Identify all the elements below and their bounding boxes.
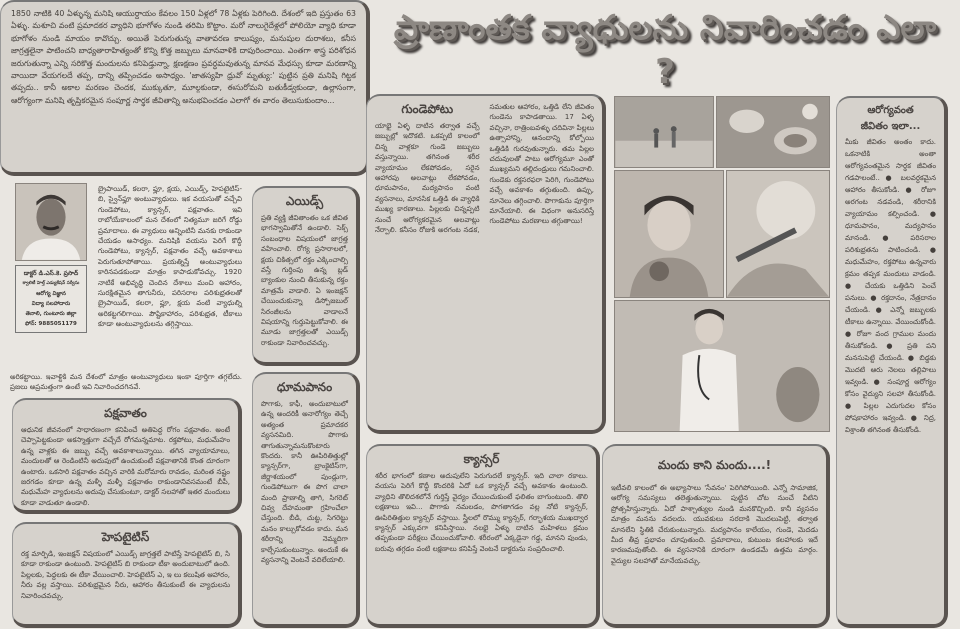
stroke-title: పక్షవాతం [104,406,147,420]
food-photo [716,96,830,168]
people-walking-icon [615,97,713,167]
stroke-text: ఆధునిక జీవనంలో సాధారణంగా కనిపించే అతిపెద్ద రోగం పక్షవాతం. అంటే చెప్పాపెట్టకుండా అకస్మాత్తుగా వచ్చేదే రోగమన్నమాట. రక్తపోటు, మధుమేహం ఉన్న వాళ్లకు ఈ జబ్బు వచ్చే అవకాశాలున్నాయి. తగిన వ్యాయామాలు, మందులతో ఆ రెండింటినీ అదుపులో ఉంచుకుంటే పక్షవాతానికి కొంత దూరంగా ఉంటారు. ఒకసారి పక్షవాతం వచ్చిన వారికి మరోమారు రావడం, మరింత నష్టం జరగడం కూడా ఉన్న మళ్ళీ మళ్ళీ పక్షవాతం రాకుండానివసమంటే బీపీ, మధుమేహ వ్యాధులను అదుపు చేసుకుంటూ, డాక్టర్ సలహాతో ఇతర మందులు కూడా వాడుతూ ఉండాలి. [21,426,230,507]
medicine-title: మందు కాని మందు....! [657,458,772,472]
doctor-patient-icon [615,301,829,431]
author-line: తెనాలి, గుంటూరు జిల్లా [25,311,77,317]
hepatitis-title: హెపటైటిస్ [101,530,150,544]
stroke-box [12,398,242,514]
author-photo [15,183,87,261]
aids-title: ఎయిడ్స్ [285,194,324,208]
smoking-title: ధూమపానం [276,380,333,394]
cancer-text: శరీర భాగంలో కణాల అదుపులేని పెరుగుదలే క్యాన్సర్. ఇది చాలా రకాలు. వయసు పెరిగే కొద్దీ కొందరికి ఏదో ఒక క్యాన్సర్ వచ్చే అవకాశం ఉంటుంది. వ్యాధిని తొలిదశలోనే గుర్తిస్తే వైద్యం చేయించుకుంటే ఫలితం బాగుంటుంది. తొలి లక్షణాలు ఇవి... పొగాకు నమలడం, పొగతాగడం వల్ల నోటి క్యాన్సర్, ఊపిరితిత్తుల క్యాన్సర్ వస్తాయి. స్త్రీలలో రొమ్ము క్యాన్సర్, గర్భాశయ ముఖద్వార క్యాన్సర్ ఎక్కువగా కనిపిస్తాయి. నలభై ఏళ్ళు దాటిన మహిళలు క్రమం తప్పకుండా పరీక్షలు చేయించుకోవాలి. శరీరంలో ఎక్కడైనా గడ్డ, మానని పుండు, బరువు తగ్గడం వంటి లక్షణాలు కనిపిస్తే వెంటనే డాక్టరును సంప్రదించాలి. [375,472,588,553]
belly-injection-photo [726,170,830,298]
heart-attack-text: యాభై ఏళ్ళ దాటిన తర్వాత వచ్చే జబ్బుల్లో ఇదొకటి. ఒకప్పటి కాలంలో చిన్న వాళ్లకూ గుండె జబ్బులు వస్తున్నాయి. తగినంత శరీర వ్యాయామం లేకపోవడం, సరైన ఆహారపు అలవాట్లు లేకపోవడం, ధూమపానం, మద్యపానం వంటి వ్యసనాలు, మానసిక ఒత్తిడి ఈ వ్యాధికి ముఖ్య కారణాలు. పిల్లలకు చిన్నప్పటి నుంచే ఆరోగ్యకరమైన అలవాట్లు నేర్పాలి. కనీసం రోజుకి అరగంట నడక, సమతుల ఆహారం, ఒత్తిడి లేని జీవితం గుండెను కాపాడతాయి. 17 ఏళ్ళ వచ్చినా, రాత్రింబవళ్ళు చదివినా పిల్లలు ఉత్సాహాన్ని, ఆనందాన్ని కోల్పోయి ఒత్తిడికి గురవుతున్నారు. తమ పిల్లల చదువులతో పాటు ఆరోగ్యమూ ఎంతో ముఖ్యమని తల్లిదండ్రులు గమనించాలి. గుండెకు రక్తసరఫరా పెరిగి, గుండెపోటు వచ్చే అవకాశం తగ్గుతుంది. ఉప్పు, నూనెలు తగ్గించాలి. పొగాకును పూర్తిగా మానేయాలి. ఈ విధంగా అనుసరిస్తే గుండెపోటు మరణాలు తగ్గుతాయి! [375,103,594,235]
author-phone: ఫోన్: 9885051179 [25,321,77,327]
aids-text: ప్రతి వ్యక్తి జీవితాంతం ఒక జీవిత భాగస్వామితోనే ఉండాలి. సెక్స్ సంబంధాల విషయంలో జాగ్రత్త వహించాలి. రోగ్య ప్రసారాలలో, క్షయ చికిత్సలో రక్తం ఎక్కించాల్సి వస్తే గుర్తింపు ఉన్న బ్లడ్ బ్యాంకుల నుంచి తీసుకున్న రక్తం మాత్రమే వాడాలి. ఏ ఇంజక్షన్ చేయించుకున్నా డిస్పోజబుల్ సిరంజీలను వాడాలనే విషయాన్ని గుర్తుపెట్టుకోవాలి. ఈ మూడు జాగ్రత్తలతో ఎయిడ్స్ రాకుండా నివారించవచ్చు. [261,214,348,347]
intro-text: 1850 నాటికి 40 ఏళ్ళున్న మనిషి ఆయుర్దాయం కేవలం 150 ఏళ్లలో 78 ఏళ్లకు పెరిగింది. దేశంలో ఇది ప్రస్తుతం 63 ఏళ్ళు. మశూచి వంటి ప్రమాదకర వ్యాధిని భూగోళం నుండి తరిమి కొట్టాం. మరో నాలుగైదేళ్లలో పోలియో వ్యాధి కూడా భూగోళం నుండి మాయం కావొచ్చు. అయితే పెరుగుతున్న వాతావరణ కాలుష్యం, మనుషుల దురాశలు, కనీస జాగ్రత్తలైనా పాటించని బాధ్యతారాహిత్యంతో కొన్ని కొత్త జబ్బులు మానవాళికి దాపురించాయి. ఎంతగా శాస్త్ర పరిశోధన జరుగుతున్నా ఎన్ని సరికొత్త మందులను కనిపెడ్తున్నా, క్షణక్షణం ప్రవర్ధమవుతున్న మానవ మేధస్సు కూడా మరణాన్ని వాయిదా వేయగలదే తప్ప, దాన్ని తప్పించడం అసాధ్యం. 'జాతస్యహి ధ్రువో మృత్యు:' పుట్టిన ప్రతి మనిషి గిట్టక తప్పదు.. కానీ అకాల మరణం చెందక, ముక్కుతూ, మూల్గకుండా, ఈసురోమని బతుకీడ్వకుండా, ఉల్లాసంగా, ఆరోగ్యంగా మనిషి తృప్తికరమైన సంపూర్ణ సార్థక జీవితాన్ని అనుభవించడం ఎలాగో ఈ వారం తెలుసుకుందాం... [11,9,356,105]
heart-attack-box [366,94,606,434]
food-plates-icon [717,97,829,167]
author-name: డాక్టర్ డి.ఎస్.కె. ప్రసాద్ [23,270,79,277]
healthy-life-subtitle: జీవితం ఇలా... [860,121,921,132]
smoking-text: పొగాకు, కాఫీ, అందుబాటులో ఉన్న అందరికీ అనారోగ్యం తెచ్చే అత్యంత ప్రమాదకర వ్యసనమిది. పొగాకు తాగుతున్నామనుకొంటారు కొందరు. కానీ ఊపిరితిత్తుల్లో క్యాన్సర్‌గా, బ్రాంకైటిస్‌గా, జీర్ణాశయంలో పుండ్లుగా, గుండెపోటుగా ఈ పొగ చాలా మంది ప్రాణాల్ని తాగి, సిగరెట్ చివ్వ దేహమంతా గ్రహించేలా చేస్తుంది. బీడి, చుట్ట, సిగరెట్టు మనం కాల్చుకోవడం కాదు. మన శరీరాన్ని నెమ్మదిగా కాల్చేసుకుంటున్నాం. అందుకే ఈ వ్యసనాన్ని వెంటనే వదిలేయాలి. [261,400,348,565]
author-line: విద్యా సలహాదారు [31,301,71,307]
smoking-box [252,372,360,628]
page-headline: ప్రాణాంతక వ్యాధులను నివారించడం ఎలా ? [393,8,937,92]
main-article-tail-text: అరికట్టాయి. ఇవాళ్టికి మన దేశంలో మాత్రం అంటువ్యాధులు ఇంకా పూర్తిగా తగ్గలేదు. ప్రజలు అప్రమత్తంగా ఉంటే ఇవి నివారించదగినవే. [10,373,242,392]
doctor-stethoscope-photo [614,300,830,432]
cancer-title: క్యాన్సర్ [463,452,500,466]
main-article-tail [4,368,248,397]
medicine-box [602,444,830,628]
child-eating-photo [614,170,724,298]
healthy-life-text: మీకు జీవితం అంతం కాదు. ఒకనాటికి అంతా ఆరోగ్యవంతమైన సార్థక జీవితం గడపాలంటే.. ● బలవర్ధకమైన ఆహారం తీసుకోండి. ● రోజూ అరగంట నడవండి, శరీరానికి వ్యాయామం కల్పించండి. ● ధూమపానం, మద్యపానం మానండి. ● పరిసరాల పరిశుభ్రతను పాటించండి. ● మధుమేహం, రక్తపోటు ఉన్నవారు క్రమం తప్పక మందులు వాడండి. ● చేయకు ఒత్తిడిని పెంచే పనులు. ● రక్తదానం, నేత్రదానం చేయండి. ● ఎన్నో జబ్బులకు టీకాలు ఉన్నాయి. వేయించుకోండి. ● రోజూ వంద గ్రాముల మందు తీసుకోకండి. ● ప్రతి పని మనసుపెట్టి చేయండి. ● బిడ్డకు మొదటి ఆరు నెలలు తల్లిపాలు ఇవ్వండి. ● సంపూర్ణ ఆరోగ్యం కోసం వైద్యుని సలహా తీసుకోండి. ● పిల్లల ఎదుగుదల కోసం పోషకాహారం ఇవ్వండి. ● నిద్ర, విశ్రాంతి తగినంత తీసుకోండి. [845,138,936,434]
author-line: క్వాలిటీ హెల్త్ ఎడ్యుకేషన్ సర్వీసు [22,281,80,286]
hepatitis-box [12,522,242,628]
hepatitis-text: రక్త మార్పిడి, ఇంజక్షన్ విషయంలో ఎయిడ్స్ జాగ్రత్తలే పాటిస్తే హెపటైటిస్ బి, సి కూడా రాకుండా ఉంటుంది. హెపటైటిస్ బి రాకుండా టీకా అందుబాటులో ఉంది. పిల్లలకు, పెద్దలకు ఈ టీకా వేయించాలి. హెపటైటిస్ ఎ, ఇ లు కలుషిత ఆహారం, నీరు వల్ల వస్తాయి. పరిశుభ్రమైన నీరు, ఆహారం తీసుకుంటే ఈ వ్యాధులను నివారించవచ్చు. [21,550,230,600]
healthy-life-box [836,96,948,628]
injection-icon [727,171,829,297]
cancer-box [366,444,600,628]
aids-box [252,186,360,366]
author-line: ఆరోగ్య విజ్ఞాన [36,291,66,297]
author-caption [15,265,87,333]
main-article-text: బ్రైపాయిడ్, కలరా, ఫ్లూ, క్షయ, ఎయిడ్స్, హెపటైటిస్-బి, స్వైన్‌ఫ్లూ అంటువ్యాధులు. ఇక వయసుతో వచ్చేవి గుండెపోటు, క్యాన్సర్, పక్షవాతం. ఇవి రాబోయేకాలంలో మన దేశంలో నిత్యమూ జరిగే రోడ్డు ప్రమాదాలు. ఈ వ్యాధులు అన్నింటినీ మనకు రాకుండా చేయడం అసాధ్యం. మనిషికి వయసు పెరిగే కొద్దీ గుండెపోటు, క్యాన్సర్, పక్షవాతం వచ్చే అవకాశాలు పెరుగుతూపోతాయి. ప్రయత్నిస్తే అంటువ్యాధులు కారినపడకుండా మాత్రం కాపాడుకోవచ్చు. 1920 నాటికే అభివృద్ధి చెందిన దేశాలు మంచి ఆహారం, సురక్షితమైన తాగునీరు, పరిసరాల పరిశుభ్రతలతో బ్రైపాయిడ్, కలరా, ఫ్లూ, క్షయ వంటి వ్యాధుల్ని అరికట్టగలిగాయి. పౌష్టికాహారం, పరిశుభ్రత, టీకాలు కూడా అంటువ్యాధులను తగ్గిస్తాయి. [98,185,242,329]
healthy-life-title: ఆరోగ్యవంత [867,105,914,116]
walking-people-photo [614,96,714,168]
heart-attack-title: గుండెపోటు [401,102,454,116]
main-article [92,180,248,334]
intro-box [0,0,370,176]
child-icon [615,171,723,297]
medicine-text: ఇటీవలి కాలంలో ఈ అభ్యాసాలు 'సేవనం' పెరిగిపోయింది. ఎన్నో సామాజిక, ఆరోగ్య సమస్యలు తలెత్తుతున్నాయి. పుట్టిన చోట నుంచే వీటిని ప్రోత్సహిస్తున్నారు. ఏదో పాశ్చాత్యుల నుండి మనకొచ్చింది. కానీ వ్యసనం మాత్రం మనను వదలదు. యువకులు సరదాకి మొదలుపెట్టి, తర్వాత మానలేని స్థితికి చేరుకుంటున్నారు. మద్యపానం కాలేయం, గుండె, మెదడు మీద తీవ్ర ప్రభావం చూపుతుంది. ప్రమాదాలు, కుటుంబ కలహాలకు ఇదే కారణమవుతోంది. ఈ వ్యసనానికి దూరంగా ఉండడమే ఉత్తమ మార్గం. వైద్యుల సలహాతో మానేయవచ్చు. [611,484,818,565]
person-portrait-icon [16,184,86,260]
